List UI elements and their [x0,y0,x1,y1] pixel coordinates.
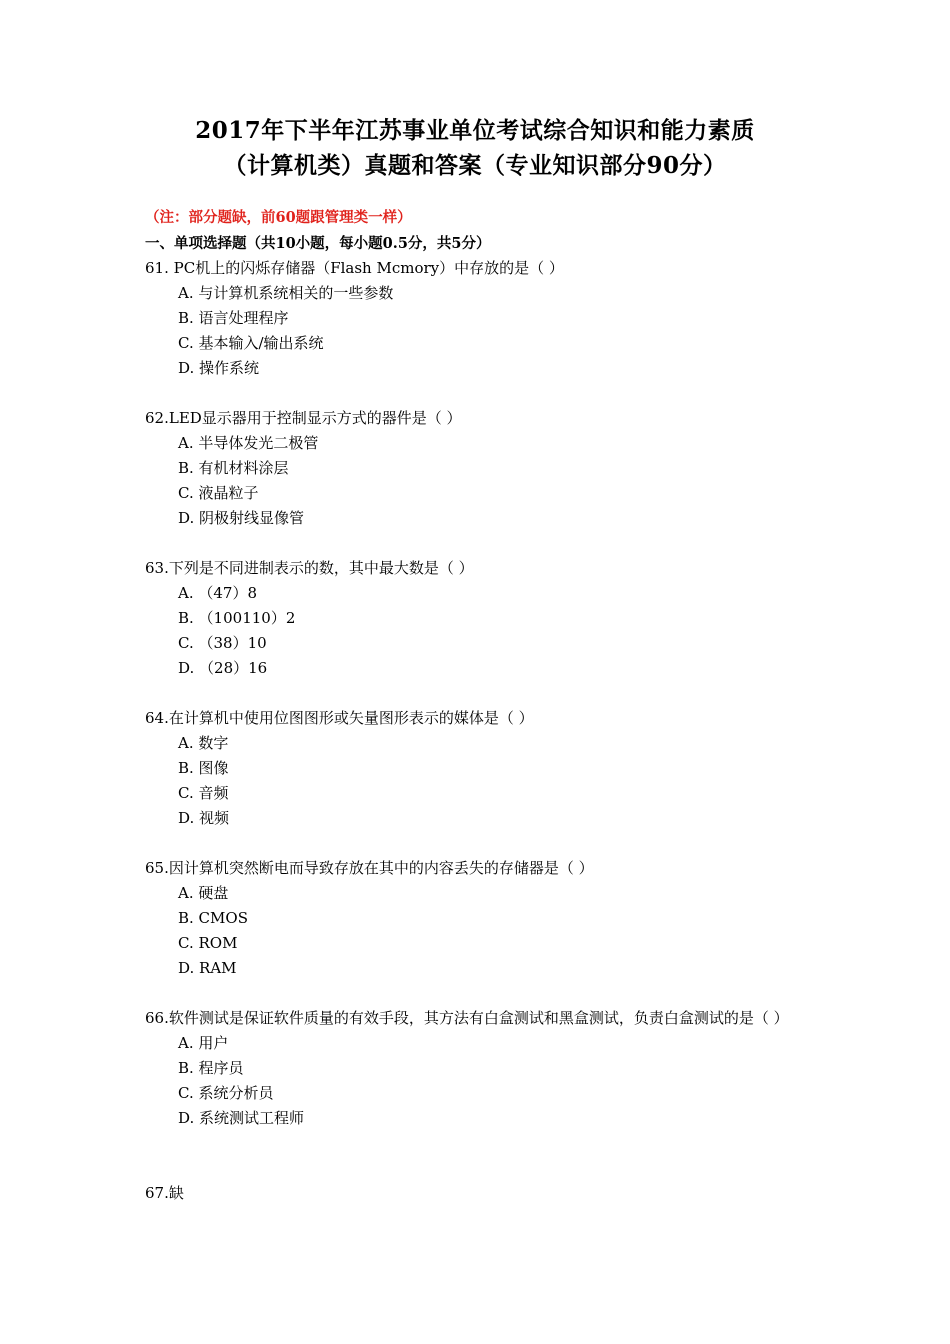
question-text: 63.下列是不同进制表示的数，其中最大数是（ ） [145,559,474,577]
option-d: D. 操作系统 [178,359,260,377]
option-c: C. 液晶粒子 [178,484,259,502]
question-63 [145,556,825,681]
option-d: D. RAM [178,959,237,977]
option-b: B. （100110）2 [178,609,296,627]
option-b: B. CMOS [178,909,248,927]
question-text: 64.在计算机中使用位图图形或矢量图形表示的媒体是（ ） [145,709,534,727]
option-b: B. 语言处理程序 [178,309,289,327]
option-d: D. 系统测试工程师 [178,1109,305,1127]
option-b: B. 程序员 [178,1059,244,1077]
option-d: D. （28）16 [178,659,268,677]
option-c: C. （38）10 [178,634,267,652]
question-text: 61. PC机上的闪烁存储器（Flash Mcmory）中存放的是（ ） [145,259,564,277]
option-d: D. 视频 [178,809,230,827]
option-a: A. 硬盘 [178,884,229,902]
option-a: A. 用户 [178,1034,229,1052]
note-text: （注：部分题缺，前60题跟管理类一样） [145,209,412,226]
option-b: B. 图像 [178,759,229,777]
question-list [145,256,825,1206]
option-a: A. 数字 [178,734,229,752]
option-d: D. 阴极射线显像管 [178,509,305,527]
option-a: A. （47）8 [178,584,257,602]
document-title-line-1: 2017年下半年江苏事业单位考试综合知识和能力素质 [195,117,755,144]
question-text: 66.软件测试是保证软件质量的有效手段，其方法有白盒测试和黑盒测试，负责白盒测试的是（ ） [145,1009,789,1027]
blank-gap [145,1156,825,1181]
question-67: 67.缺 [145,1184,184,1202]
option-c: C. ROM [178,934,238,952]
option-a: A. 与计算机系统相关的一些参数 [178,284,394,302]
option-c: C. 音频 [178,784,229,802]
section-heading: 一、单项选择题（共10小题，每小题0.5分，共5分） [145,235,491,252]
question-65 [145,856,825,981]
option-b: B. 有机材料涂层 [178,459,289,477]
option-c: C. 基本输入/输出系统 [178,334,324,352]
question-text: 65.因计算机突然断电而导致存放在其中的内容丢失的存储器是（ ） [145,859,594,877]
option-a: A. 半导体发光二极管 [178,434,319,452]
question-61 [145,256,825,381]
question-62 [145,406,825,531]
question-66 [145,1006,825,1131]
question-64 [145,706,825,831]
option-c: C. 系统分析员 [178,1084,274,1102]
document-title-line-2: （计算机类）真题和答案（专业知识部分90分） [223,152,727,179]
question-text: 62.LED显示器用于控制显示方式的器件是（ ） [145,409,462,427]
